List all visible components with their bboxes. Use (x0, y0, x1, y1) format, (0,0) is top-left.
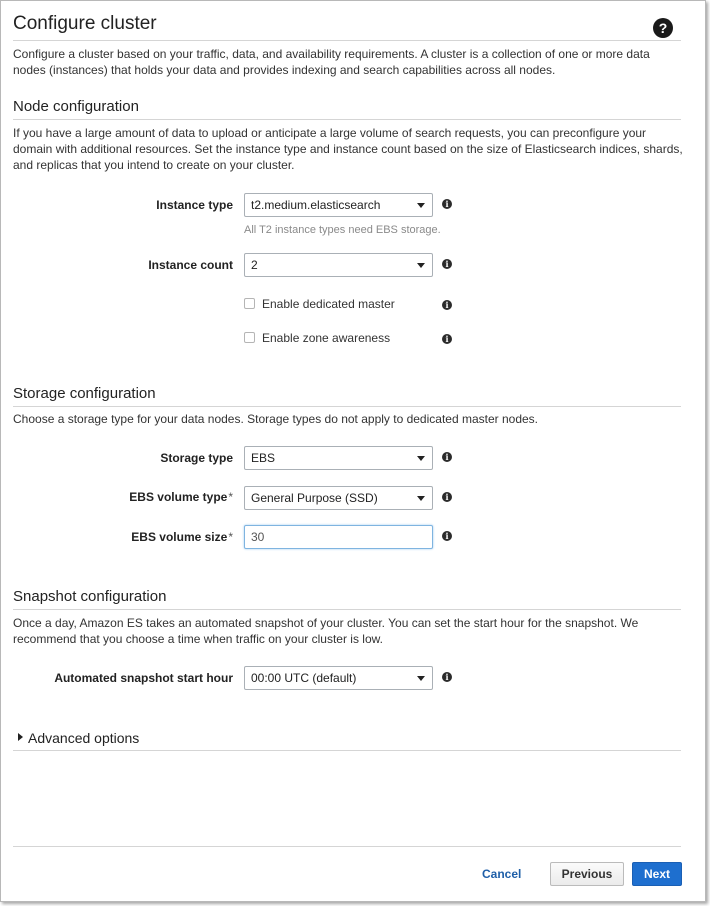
instance-count-select[interactable] (244, 253, 433, 277)
instance-type-hint: All T2 instance types need EBS storage. (244, 224, 441, 236)
ebs-volume-type-select[interactable] (244, 486, 433, 510)
instance-count-info-icon[interactable]: i (442, 259, 452, 269)
instance-type-info-icon[interactable]: i (442, 199, 452, 209)
title-divider (13, 40, 681, 41)
chevron-down-icon (417, 203, 425, 208)
page-title: Configure cluster (13, 13, 157, 34)
dedicated-master-label[interactable]: Enable dedicated master (262, 297, 395, 311)
dedicated-master-info-icon[interactable]: i (442, 300, 452, 310)
ebs-volume-type-label-text: EBS volume type (129, 490, 228, 504)
ebs-volume-size-label (3, 530, 233, 544)
chevron-down-icon (417, 456, 425, 461)
node-configuration-divider (13, 119, 681, 120)
previous-button[interactable]: Previous (550, 862, 624, 886)
node-configuration-description: If you have a large amount of data to upload or anticipate a large volume of search requests, you can preconfigure your domain with additional resources. Set the instance type and instance count based on the size of Elasticsearch indices, shards, and replicas that you intend to create on your cluster. (13, 126, 683, 172)
ebs-volume-size-value: 30 (251, 530, 265, 544)
storage-configuration-title: Storage configuration (13, 385, 156, 402)
storage-type-label: Storage type (160, 451, 233, 465)
snapshot-configuration-divider (13, 609, 681, 610)
instance-type-select[interactable] (244, 193, 433, 217)
chevron-down-icon (417, 496, 425, 501)
instance-type-label: Instance type (156, 198, 233, 212)
instance-count-value: 2 (251, 258, 258, 272)
ebs-volume-size-label-text: EBS volume size (131, 530, 228, 544)
help-icon[interactable]: ? (653, 18, 673, 38)
snapshot-start-hour-value: 00:00 UTC (default) (251, 671, 357, 685)
ebs-volume-type-label (3, 490, 233, 504)
required-marker: * (228, 490, 233, 504)
storage-type-select[interactable] (244, 446, 433, 470)
snapshot-configuration-description: Once a day, Amazon ES takes an automated snapshot of your cluster. You can set the start hour for the snapshot. We recommend that you choose a time when traffic on your cluster is low. (13, 616, 639, 646)
ebs-volume-size-info-icon[interactable]: i (442, 531, 452, 541)
dedicated-master-checkbox[interactable] (244, 298, 255, 309)
storage-configuration-divider (13, 406, 681, 407)
storage-type-info-icon[interactable]: i (442, 452, 452, 462)
page-description: Configure a cluster based on your traffic, data, and availability requirements. A cluster is a collection of one or more data nodes (instances) that holds your data and provides indexing and search capabilities across all nodes. (13, 47, 650, 77)
chevron-down-icon (417, 263, 425, 268)
chevron-down-icon (417, 676, 425, 681)
zone-awareness-label[interactable]: Enable zone awareness (262, 331, 391, 345)
storage-type-value: EBS (251, 451, 276, 465)
snapshot-start-hour-select[interactable] (244, 666, 433, 690)
ebs-volume-type-value: General Purpose (SSD) (251, 491, 378, 505)
caret-right-icon[interactable] (18, 733, 23, 741)
advanced-options-divider (13, 750, 681, 751)
cancel-button[interactable]: Cancel (482, 867, 522, 881)
instance-count-label: Instance count (148, 258, 233, 272)
snapshot-start-hour-label: Automated snapshot start hour (54, 671, 233, 685)
storage-configuration-description: Choose a storage type for your data nodes. Storage types do not apply to dedicated master nodes. (13, 412, 538, 426)
ebs-volume-type-info-icon[interactable]: i (442, 492, 452, 502)
required-marker: * (228, 530, 233, 544)
snapshot-start-hour-info-icon[interactable]: i (442, 672, 452, 682)
zone-awareness-info-icon[interactable]: i (442, 334, 452, 344)
ebs-volume-size-input[interactable] (244, 525, 433, 549)
snapshot-configuration-title: Snapshot configuration (13, 588, 167, 605)
advanced-options-toggle[interactable]: Advanced options (28, 730, 140, 746)
next-button[interactable]: Next (632, 862, 682, 886)
zone-awareness-checkbox[interactable] (244, 332, 255, 343)
instance-type-value: t2.medium.elasticsearch (251, 198, 381, 212)
footer-divider (13, 846, 681, 847)
node-configuration-title: Node configuration (13, 98, 139, 115)
